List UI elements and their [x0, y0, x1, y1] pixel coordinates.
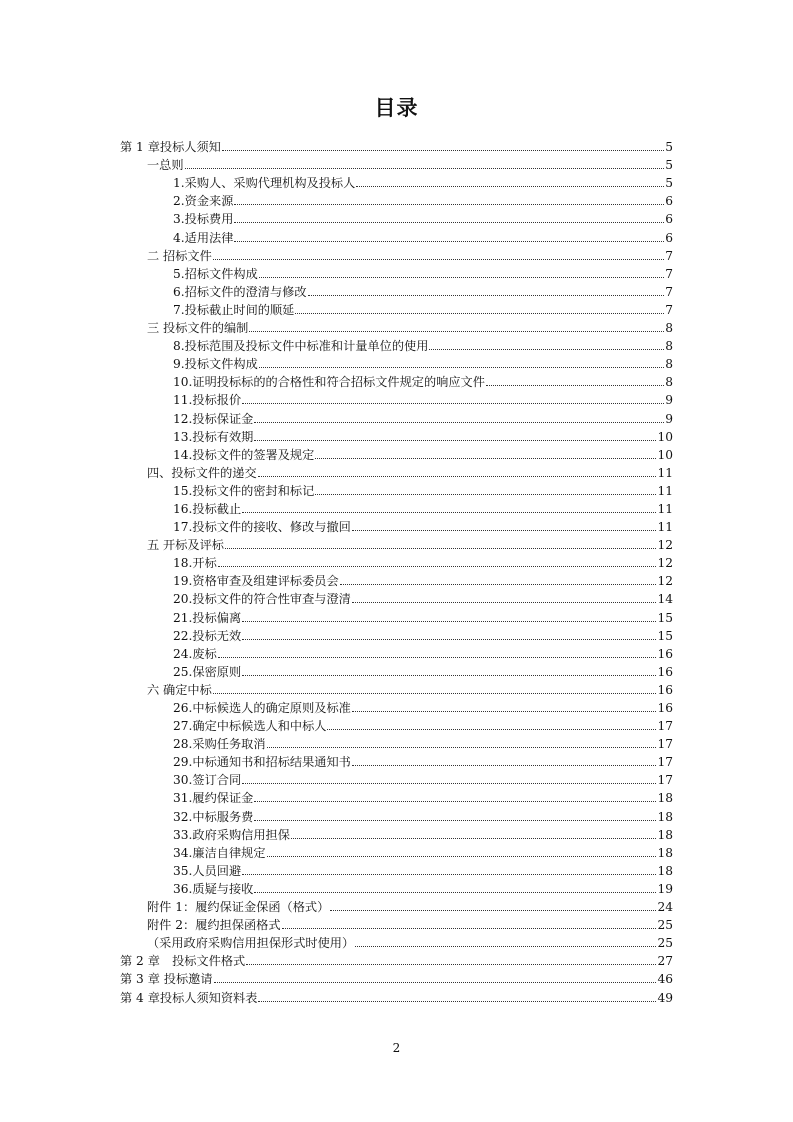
toc-entry-text: 18.开标 — [173, 556, 217, 571]
dot-leader — [242, 621, 656, 622]
toc-entry-page: 6 — [665, 194, 673, 209]
dot-leader — [315, 494, 656, 495]
toc-entry-text: 24.废标 — [173, 646, 217, 661]
toc-entry-page: 6 — [665, 230, 673, 245]
dot-leader — [486, 385, 664, 386]
toc-entry-page: 9 — [665, 393, 673, 408]
dot-leader — [295, 313, 664, 314]
toc-entry[interactable] — [120, 987, 673, 1005]
toc-entry-page: 25 — [657, 936, 673, 951]
toc-entry[interactable] — [120, 318, 673, 336]
toc-entry-page: 14 — [657, 592, 673, 607]
dot-leader — [315, 458, 656, 459]
dot-leader — [225, 548, 656, 549]
toc-entry-page: 6 — [665, 212, 673, 227]
toc-entry-text: 16.投标截止 — [173, 501, 242, 516]
dot-leader — [246, 964, 656, 965]
toc-entry[interactable] — [120, 390, 673, 408]
dot-leader — [254, 892, 656, 893]
toc-entry-text: 9.投标文件构成 — [173, 357, 258, 372]
toc-entry-text: 第 3 章 投标邀请 — [120, 972, 213, 987]
dot-leader — [242, 675, 656, 676]
toc-entry-text: 附件 1：履约保证金保函（格式） — [147, 900, 330, 915]
toc-entry[interactable] — [120, 246, 673, 264]
toc-entry[interactable] — [120, 969, 673, 987]
toc-entry-page: 17 — [657, 719, 673, 734]
toc-entry-page: 17 — [657, 737, 673, 752]
dot-leader — [213, 259, 664, 260]
table-of-contents — [120, 137, 673, 1006]
toc-entry[interactable] — [120, 463, 673, 481]
toc-entry-page: 10 — [657, 429, 673, 444]
toc-entry-page: 17 — [657, 755, 673, 770]
toc-entry[interactable] — [120, 770, 673, 788]
page-number: 2 — [392, 1041, 401, 1055]
toc-entry-text: 六 确定中标 — [147, 682, 212, 697]
toc-entry-text: 21.投标偏离 — [173, 610, 242, 625]
toc-entry[interactable] — [120, 806, 673, 824]
toc-entry[interactable] — [120, 752, 673, 770]
dot-leader — [242, 512, 656, 513]
dot-leader — [258, 476, 657, 477]
dot-leader — [352, 711, 657, 712]
toc-entry[interactable] — [120, 626, 673, 644]
toc-entry-page: 9 — [665, 411, 673, 426]
toc-entry-text: 11.投标报价 — [173, 393, 242, 408]
toc-entry[interactable] — [120, 589, 673, 607]
toc-entry-text: 7.投标截止时间的顺延 — [173, 302, 295, 317]
toc-entry-text: 30.签订合同 — [173, 773, 242, 788]
toc-entry-text: 10.证明投标标的的合格性和符合招标文件规定的响应文件 — [173, 375, 485, 390]
dot-leader — [429, 349, 664, 350]
toc-entry-text: 14.投标文件的签署及规定 — [173, 447, 315, 462]
toc-entry[interactable] — [120, 354, 673, 372]
toc-entry[interactable] — [120, 227, 673, 245]
toc-entry-text: 一总则 — [147, 158, 184, 173]
toc-entry[interactable] — [120, 191, 673, 209]
dot-leader — [185, 168, 665, 169]
toc-entry-page: 5 — [665, 176, 673, 191]
toc-entry-text: 1.采购人、采购代理机构及投标人 — [173, 176, 356, 191]
toc-entry[interactable] — [120, 788, 673, 806]
dot-leader — [254, 820, 656, 821]
toc-entry[interactable] — [120, 427, 673, 445]
toc-entry-text: 12.投标保证金 — [173, 411, 254, 426]
toc-entry[interactable] — [120, 861, 673, 879]
toc-entry-text: 15.投标文件的密封和标记 — [173, 483, 315, 498]
dot-leader — [242, 783, 656, 784]
toc-entry-page: 12 — [657, 574, 673, 589]
toc-entry[interactable] — [120, 517, 673, 535]
toc-entry-page: 11 — [657, 483, 673, 498]
toc-entry-text: 5.招标文件构成 — [173, 266, 258, 281]
toc-entry-page: 18 — [657, 791, 673, 806]
toc-entry-text: 附件 2：履约担保函格式 — [147, 918, 281, 933]
toc-entry-page: 11 — [657, 465, 673, 480]
toc-entry[interactable] — [120, 282, 673, 300]
dot-leader — [222, 150, 664, 151]
toc-entry-page: 19 — [657, 881, 673, 896]
toc-entry-page: 7 — [665, 248, 673, 263]
toc-entry-text: 34.廉洁自律规定 — [173, 845, 266, 860]
toc-entry-page: 5 — [665, 140, 673, 155]
toc-entry[interactable] — [120, 481, 673, 499]
toc-entry-text: 第 4 章投标人须知资料表 — [120, 990, 258, 1005]
dot-leader — [242, 639, 656, 640]
toc-entry-text: 4.适用法律 — [173, 230, 234, 245]
toc-entry[interactable] — [120, 825, 673, 843]
toc-entry[interactable] — [120, 173, 673, 191]
toc-entry-text: 6.招标文件的澄清与修改 — [173, 284, 307, 299]
dot-leader — [308, 295, 665, 296]
dot-leader — [267, 856, 657, 857]
toc-entry-page: 27 — [657, 954, 673, 969]
toc-entry[interactable] — [120, 155, 673, 173]
toc-entry-page: 18 — [657, 845, 673, 860]
toc-entry-page: 16 — [657, 701, 673, 715]
toc-entry-text: 四、投标文件的递交 — [147, 465, 257, 480]
toc-entry-page: 16 — [657, 646, 673, 661]
toc-entry-text: 35.人员回避 — [173, 863, 242, 878]
toc-entry-page: 5 — [665, 158, 673, 173]
toc-entry-page: 12 — [657, 538, 673, 553]
dot-leader — [234, 222, 664, 223]
toc-entry-text: 22.投标无效 — [173, 628, 242, 643]
toc-entry-text: 33.政府采购信用担保 — [173, 827, 290, 842]
toc-entry-page: 49 — [657, 990, 673, 1005]
dot-leader — [355, 946, 656, 947]
dot-leader — [352, 530, 657, 531]
toc-entry-page: 8 — [665, 375, 673, 390]
toc-entry-text: 25.保密原则 — [173, 664, 242, 679]
toc-entry-page: 16 — [657, 664, 673, 679]
toc-entry-page: 46 — [657, 972, 673, 987]
toc-entry[interactable] — [120, 716, 673, 734]
dot-leader — [254, 801, 656, 802]
toc-entry-text: 17.投标文件的接收、修改与撤回 — [173, 520, 351, 535]
dot-leader — [214, 982, 657, 983]
dot-leader — [234, 241, 664, 242]
dot-leader — [352, 765, 657, 766]
dot-leader — [258, 1001, 656, 1002]
dot-leader — [259, 277, 664, 278]
toc-entry-text: 三 投标文件的编制 — [147, 321, 249, 336]
dot-leader — [330, 910, 656, 911]
toc-entry-page: 25 — [657, 918, 673, 933]
toc-entry[interactable] — [120, 300, 673, 318]
toc-entry-text: 五 开标及评标 — [147, 538, 224, 553]
dot-leader — [356, 186, 664, 187]
toc-entry-text: 32.中标服务费 — [173, 809, 254, 824]
toc-entry-text: 2.资金来源 — [173, 194, 234, 209]
toc-entry-text: 第 2 章 投标文件格式 — [120, 954, 246, 969]
toc-entry-page: 18 — [657, 827, 673, 842]
toc-entry[interactable] — [120, 499, 673, 517]
toc-entry-text: 19.资格审查及组建评标委员会 — [173, 574, 339, 589]
toc-entry-text: （采用政府采购信用担保形式时使用） — [147, 936, 355, 951]
dot-leader — [267, 747, 657, 748]
dot-leader — [352, 602, 657, 603]
dot-leader — [242, 403, 664, 404]
toc-entry[interactable] — [120, 408, 673, 426]
toc-entry[interactable] — [120, 607, 673, 625]
toc-title: 目录 — [374, 96, 419, 120]
toc-entry-text: 27.确定中标候选人和中标人 — [173, 719, 327, 734]
toc-entry[interactable] — [120, 535, 673, 553]
toc-entry-text: 二 招标文件 — [147, 248, 212, 263]
toc-entry-text: 第 1 章投标人须知 — [120, 140, 221, 155]
toc-entry[interactable] — [120, 644, 673, 662]
toc-entry-page: 8 — [665, 357, 673, 372]
toc-entry[interactable] — [120, 571, 673, 589]
toc-entry[interactable] — [120, 137, 673, 155]
toc-entry[interactable] — [120, 734, 673, 752]
toc-entry-page: 10 — [657, 447, 673, 462]
dot-leader — [249, 331, 664, 332]
toc-entry[interactable] — [120, 698, 673, 716]
toc-entry[interactable] — [120, 662, 673, 680]
toc-entry-text: 3.投标费用 — [173, 212, 234, 227]
dot-leader — [242, 874, 656, 875]
toc-entry[interactable] — [120, 897, 673, 915]
toc-entry[interactable] — [120, 445, 673, 463]
dot-leader — [291, 838, 657, 839]
toc-entry-page: 7 — [665, 284, 673, 299]
toc-entry-text: 28.采购任务取消 — [173, 737, 266, 752]
toc-entry-text: 26.中标候选人的确定原则及标准 — [173, 701, 351, 715]
dot-leader — [340, 584, 657, 585]
dot-leader — [327, 729, 656, 730]
toc-entry-page: 17 — [657, 773, 673, 788]
dot-leader — [213, 693, 657, 694]
toc-entry[interactable] — [120, 843, 673, 861]
toc-entry[interactable] — [120, 209, 673, 227]
toc-entry[interactable] — [120, 553, 673, 571]
toc-entry-text: 13.投标有效期 — [173, 429, 254, 444]
dot-leader — [254, 440, 656, 441]
toc-entry-page: 15 — [657, 628, 673, 643]
toc-entry[interactable] — [120, 915, 673, 933]
toc-entry-page: 7 — [665, 266, 673, 281]
toc-entry[interactable] — [120, 879, 673, 897]
dot-leader — [218, 566, 657, 567]
toc-entry-text: 20.投标文件的符合性审查与澄清 — [173, 592, 351, 607]
toc-entry[interactable] — [120, 336, 673, 354]
toc-entry[interactable] — [120, 680, 673, 698]
dot-leader — [259, 367, 664, 368]
toc-entry-page: 16 — [657, 682, 673, 697]
toc-entry-page: 11 — [657, 520, 673, 535]
toc-entry[interactable] — [120, 951, 673, 969]
toc-entry[interactable] — [120, 264, 673, 282]
toc-entry-page: 18 — [657, 809, 673, 824]
toc-entry-page: 7 — [665, 302, 673, 317]
dot-leader — [234, 204, 664, 205]
dot-leader — [282, 928, 657, 929]
toc-entry[interactable] — [120, 372, 673, 390]
toc-entry-page: 8 — [665, 321, 673, 336]
toc-entry-text: 29.中标通知书和招标结果通知书 — [173, 755, 351, 770]
dot-leader — [254, 422, 664, 423]
toc-entry-page: 18 — [657, 863, 673, 878]
toc-entry-page: 11 — [657, 501, 673, 516]
dot-leader — [218, 657, 657, 658]
toc-entry-page: 24 — [657, 900, 673, 915]
toc-entry-page: 15 — [657, 610, 673, 625]
toc-entry-page: 8 — [665, 339, 673, 354]
toc-entry-page: 12 — [657, 556, 673, 571]
toc-entry[interactable] — [120, 933, 673, 951]
toc-entry-text: 8.投标范围及投标文件中标准和计量单位的使用 — [173, 339, 429, 354]
toc-entry-text: 36.质疑与接收 — [173, 881, 254, 896]
toc-entry-text: 31.履约保证金 — [173, 791, 254, 806]
